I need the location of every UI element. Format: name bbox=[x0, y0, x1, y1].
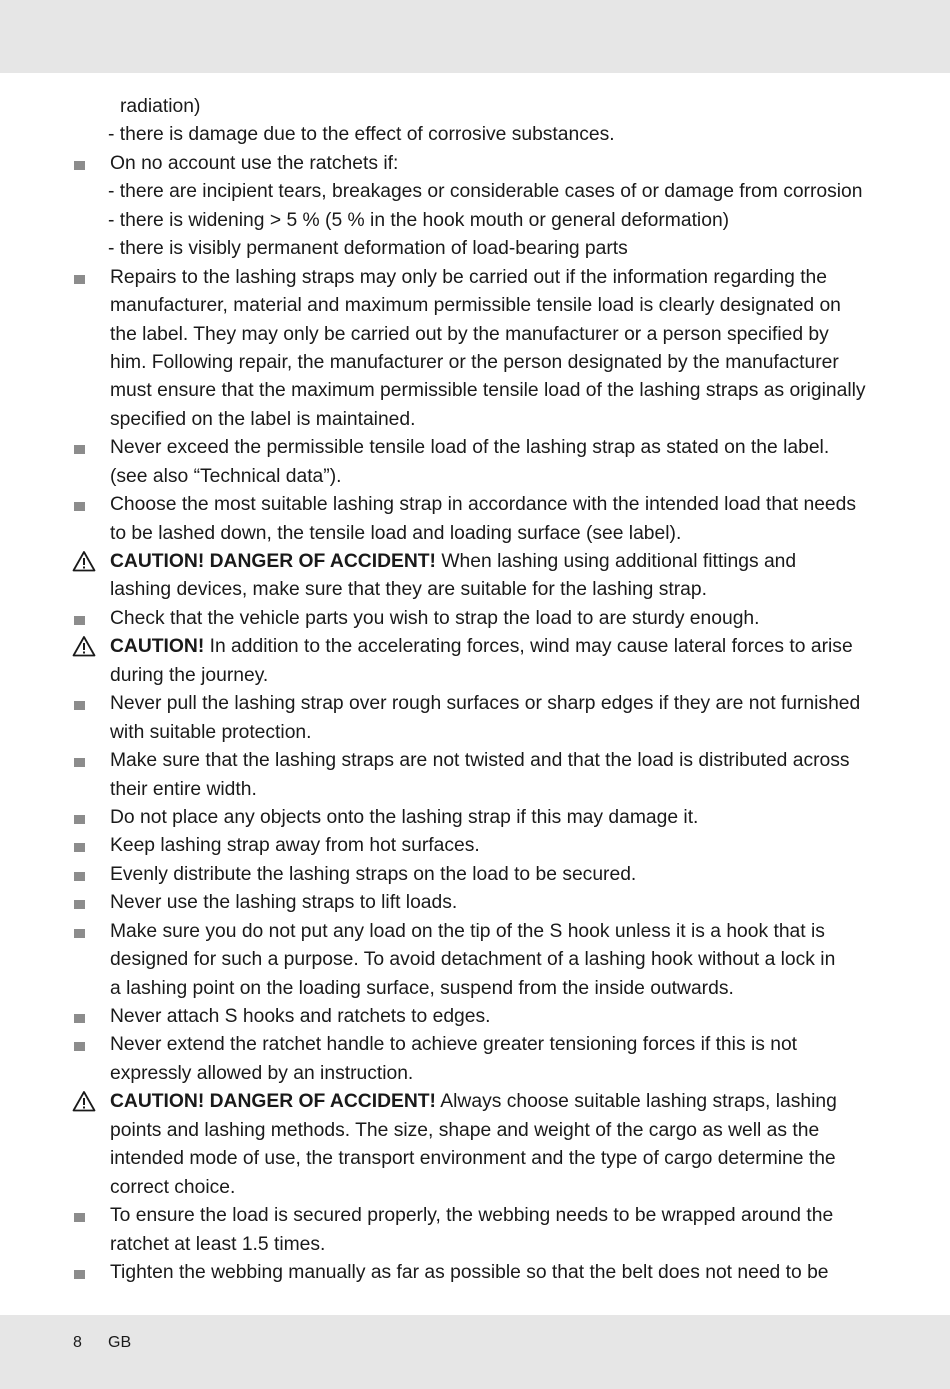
line-text: expressly allowed by an instruction. bbox=[110, 1062, 414, 1084]
text-line bbox=[0, 1088, 950, 1116]
square-bullet-icon bbox=[74, 502, 85, 511]
square-bullet-icon bbox=[74, 843, 85, 852]
line-text: radiation) bbox=[120, 96, 201, 117]
line-text: Make sure you do not put any load on the tip of the S hook unless it is a hook that is bbox=[110, 920, 825, 942]
caution-body: When lashing using additional fittings and bbox=[435, 551, 797, 572]
page-number: 8 bbox=[73, 1334, 82, 1351]
line-text: Check that the vehicle parts you wish to strap the load to are sturdy enough. bbox=[110, 607, 760, 629]
text-line bbox=[0, 633, 950, 661]
text-line bbox=[0, 1259, 950, 1287]
line-text: manufacturer, material and maximum permissible tensile load is clearly designated on bbox=[110, 295, 841, 317]
warning-triangle-icon bbox=[72, 1090, 96, 1112]
text-line bbox=[0, 207, 950, 235]
text-line bbox=[0, 690, 950, 718]
line-text: Do not place any objects onto the lashing strap if this may damage it. bbox=[110, 806, 699, 828]
text-line bbox=[0, 776, 950, 804]
line-text: - there are incipient tears, breakages or considerable cases of or damage from corrosion bbox=[108, 181, 863, 203]
text-line bbox=[0, 889, 950, 917]
square-bullet-icon bbox=[74, 1014, 85, 1023]
square-bullet-icon bbox=[74, 1213, 85, 1222]
caution-label: CAUTION! DANGER OF ACCIDENT! bbox=[110, 1091, 436, 1113]
square-bullet-icon bbox=[74, 1270, 85, 1279]
text-line bbox=[0, 121, 950, 149]
text-line bbox=[0, 434, 950, 462]
text-line bbox=[0, 975, 950, 1003]
line-text: Make sure that the lashing straps are not twisted and that the load is distributed across bbox=[110, 750, 850, 772]
caution-text bbox=[110, 548, 796, 576]
text-line bbox=[0, 662, 950, 690]
text-line bbox=[0, 1145, 950, 1173]
line-text: lashing devices, make sure that they are suitable for the lashing strap. bbox=[110, 579, 707, 601]
line-text: points and lashing methods. The size, shape and weight of the cargo as well as the bbox=[110, 1119, 820, 1141]
text-line bbox=[0, 406, 950, 434]
line-text: their entire width. bbox=[110, 778, 257, 800]
square-bullet-icon bbox=[74, 445, 85, 454]
text-line bbox=[0, 1003, 950, 1031]
page-header-band bbox=[0, 0, 950, 73]
text-line bbox=[0, 605, 950, 633]
text-line bbox=[0, 463, 950, 491]
text-line bbox=[0, 832, 950, 860]
square-bullet-icon bbox=[74, 1042, 85, 1051]
text-line bbox=[0, 861, 950, 889]
text-line bbox=[0, 321, 950, 349]
text-line bbox=[0, 1060, 950, 1088]
text-line bbox=[0, 1117, 950, 1145]
line-text: Repairs to the lashing straps may only be carried out if the information regarding the bbox=[110, 266, 828, 288]
line-text: (see also “Technical data”). bbox=[110, 465, 342, 487]
line-text: On no account use the ratchets if: bbox=[110, 152, 399, 174]
line-text: must ensure that the maximum permissible tensile load of the lashing straps as originally bbox=[110, 380, 866, 402]
text-line bbox=[0, 804, 950, 832]
text-line bbox=[0, 548, 950, 576]
line-text: Never exceed the permissible tensile load of the lashing strap as stated on the label. bbox=[110, 437, 830, 459]
line-text: designed for such a purpose. To avoid detachment of a lashing hook without a lock in bbox=[110, 949, 836, 971]
square-bullet-icon bbox=[74, 701, 85, 710]
line-text: Choose the most suitable lashing strap in accordance with the intended load that needs bbox=[110, 494, 857, 516]
caution-label: CAUTION! bbox=[110, 636, 205, 658]
line-text: Never extend the ratchet handle to achieve greater tensioning forces if this is not bbox=[110, 1034, 798, 1056]
square-bullet-icon bbox=[74, 161, 85, 170]
line-text: Evenly distribute the lashing straps on the load to be secured. bbox=[110, 863, 637, 885]
line-text: with suitable protection. bbox=[110, 721, 312, 743]
warning-triangle-icon bbox=[72, 635, 96, 657]
page-footer-band bbox=[0, 1315, 950, 1389]
square-bullet-icon bbox=[74, 275, 85, 284]
square-bullet-icon bbox=[74, 815, 85, 824]
line-text: intended mode of use, the transport environment and the type of cargo determine the bbox=[110, 1148, 836, 1170]
line-text: correct choice. bbox=[110, 1176, 236, 1198]
line-text: Never use the lashing straps to lift loads. bbox=[110, 892, 458, 914]
line-text: Tighten the webbing manually as far as possible so that the belt does not need to be bbox=[110, 1261, 829, 1283]
line-text: during the journey. bbox=[110, 664, 269, 686]
caution-label: CAUTION! DANGER OF ACCIDENT! bbox=[110, 551, 436, 572]
line-text: - there is widening > 5 % (5 % in the hook mouth or general deformation) bbox=[108, 209, 730, 231]
caution-text bbox=[110, 1088, 837, 1116]
caution-text bbox=[110, 633, 853, 661]
square-bullet-icon bbox=[74, 872, 85, 881]
text-line bbox=[0, 1031, 950, 1059]
text-line bbox=[0, 292, 950, 320]
caution-body: Always choose suitable lashing straps, lashing bbox=[435, 1091, 837, 1113]
line-text: Keep lashing strap away from hot surfaces. bbox=[110, 835, 480, 857]
line-text: - there is damage due to the effect of corrosive substances. bbox=[108, 124, 615, 146]
line-text: specified on the label is maintained. bbox=[110, 408, 416, 430]
caution-body: In addition to the accelerating forces, wind may cause lateral forces to arise bbox=[204, 636, 853, 658]
line-text: to be lashed down, the tensile load and loading surface (see label). bbox=[110, 522, 682, 544]
text-line bbox=[0, 1202, 950, 1230]
text-line bbox=[0, 235, 950, 263]
square-bullet-icon bbox=[74, 758, 85, 767]
safety-instructions-text bbox=[0, 93, 950, 1287]
text-line bbox=[0, 349, 950, 377]
text-line bbox=[0, 93, 950, 121]
text-line bbox=[0, 1174, 950, 1202]
line-text: - there is visibly permanent deformation of load-bearing parts bbox=[108, 238, 628, 260]
text-line bbox=[0, 918, 950, 946]
text-line bbox=[0, 747, 950, 775]
text-line bbox=[0, 1231, 950, 1259]
text-line bbox=[0, 150, 950, 178]
text-line bbox=[0, 576, 950, 604]
text-line bbox=[0, 491, 950, 519]
text-line bbox=[0, 520, 950, 548]
square-bullet-icon bbox=[74, 900, 85, 909]
line-text: ratchet at least 1.5 times. bbox=[110, 1233, 326, 1255]
language-code: GB bbox=[108, 1334, 132, 1351]
text-line bbox=[0, 946, 950, 974]
line-text: Never attach S hooks and ratchets to edges. bbox=[110, 1006, 491, 1027]
line-text: him. Following repair, the manufacturer or the person designated by the manufacturer bbox=[110, 351, 839, 373]
line-text: the label. They may only be carried out by the manufacturer or a person specified by bbox=[110, 323, 829, 345]
square-bullet-icon bbox=[74, 616, 85, 625]
text-line bbox=[0, 377, 950, 405]
text-line bbox=[0, 178, 950, 206]
line-text: To ensure the load is secured properly, the webbing needs to be wrapped around the bbox=[110, 1205, 834, 1227]
text-line bbox=[0, 719, 950, 747]
text-line bbox=[0, 264, 950, 292]
square-bullet-icon bbox=[74, 929, 85, 938]
line-text: Never pull the lashing strap over rough surfaces or sharp edges if they are not furnished bbox=[110, 693, 861, 715]
warning-triangle-icon bbox=[72, 550, 96, 572]
line-text: a lashing point on the loading surface, suspend from the inside outwards. bbox=[110, 977, 734, 999]
